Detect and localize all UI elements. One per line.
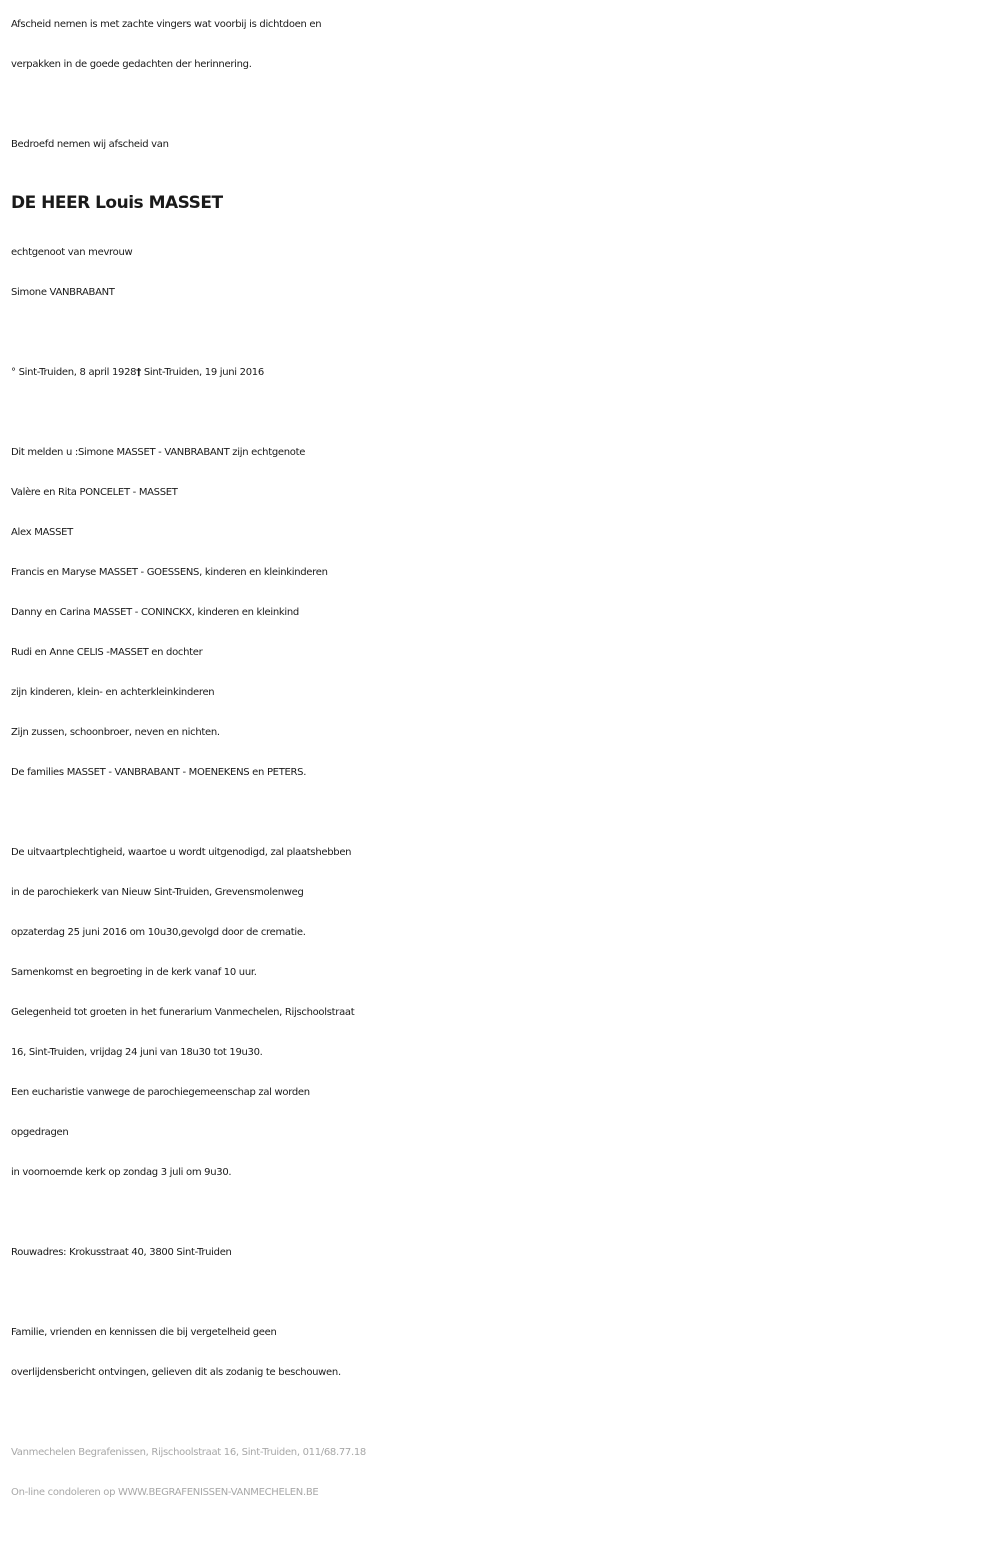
ceremony-line: in de parochiekerk van Nieuw Sint-Truiden, Grevensmolenweg — [11, 887, 304, 898]
spouse-intro: echtgenoot van mevrouw — [11, 247, 133, 258]
obituary-notice — [11, 5, 991, 1513]
family-line: Zijn zussen, schoonbroer, neven en nichten. — [11, 727, 220, 738]
birth-death-dates — [11, 353, 991, 393]
cross-icon: † — [136, 367, 141, 378]
ceremony-line: Een eucharistie vanwege de parochiegemeenschap zal worden — [11, 1087, 310, 1098]
family-list — [11, 433, 991, 793]
family-line: De families MASSET - VANBRABANT - MOENEKENS en PETERS. — [11, 767, 307, 778]
death-date: Sint-Truiden, 19 juni 2016 — [140, 367, 264, 378]
spacer — [11, 1393, 991, 1433]
ceremony-details — [11, 833, 991, 1193]
family-line: zijn kinderen, klein- en achterkleinkinderen — [11, 687, 215, 698]
intro-line-2: verpakken in de goede gedachten der herinnering. — [11, 59, 252, 70]
family-line: Valère en Rita PONCELET - MASSET — [11, 487, 178, 498]
spouse-name: Simone VANBRABANT — [11, 287, 115, 298]
family-line: Rudi en Anne CELIS -MASSET en dochter — [11, 647, 203, 658]
spacer — [11, 393, 991, 433]
funeral-home-contact: Vanmechelen Begrafenissen, Rijschoolstraat 16, Sint-Truiden, 011/68.77.18 — [11, 1447, 366, 1458]
family-line: Danny en Carina MASSET - CONINCKX, kinderen en kleinkind — [11, 607, 299, 618]
ceremony-line: opgedragen — [11, 1127, 69, 1138]
online-condolence-link[interactable]: On-line condoleren op WWW.BEGRAFENISSEN-VANMECHELEN.BE — [11, 1487, 319, 1498]
ceremony-line: Gelegenheid tot groeten in het funerarium Vanmechelen, Rijschoolstraat — [11, 1007, 355, 1018]
spacer — [11, 793, 991, 833]
announcement: Bedroefd nemen wij afscheid van — [11, 139, 169, 150]
spacer — [11, 85, 991, 125]
deceased-name: DE HEER Louis MASSET — [11, 193, 223, 213]
intro-line-1: Afscheid nemen is met zachte vingers wat voorbij is dichtdoen en — [11, 19, 322, 30]
family-line: Francis en Maryse MASSET - GOESSENS, kinderen en kleinkinderen — [11, 567, 328, 578]
ceremony-line: De uitvaartplechtigheid, waartoe u wordt uitgenodigd, zal plaatshebben — [11, 847, 352, 858]
closing-line: overlijdensbericht ontvingen, gelieven dit als zodanig te beschouwen. — [11, 1367, 341, 1378]
funeral-home-footer — [11, 1433, 991, 1513]
ceremony-line: Samenkomst en begroeting in de kerk vanaf 10 uur. — [11, 967, 257, 978]
spacer — [11, 313, 991, 353]
ceremony-line: 16, Sint-Truiden, vrijdag 24 juni van 18u30 tot 19u30. — [11, 1047, 263, 1058]
intro-verse — [11, 5, 991, 85]
family-line: Alex MASSET — [11, 527, 73, 538]
birth-date: ° Sint-Truiden, 8 april 1928 — [11, 367, 137, 378]
mourning-address: Rouwadres: Krokusstraat 40, 3800 Sint-Truiden — [11, 1247, 232, 1258]
ceremony-line: opzaterdag 25 juni 2016 om 10u30,gevolgd door de crematie. — [11, 927, 306, 938]
family-line: Dit melden u :Simone MASSET - VANBRABANT zijn echtgenote — [11, 447, 306, 458]
closing-line: Familie, vrienden en kennissen die bij vergetelheid geen — [11, 1327, 277, 1338]
ceremony-line: in voornoemde kerk op zondag 3 juli om 9u30. — [11, 1167, 232, 1178]
closing-note — [11, 1313, 991, 1393]
spacer — [11, 1273, 991, 1313]
spacer — [11, 1193, 991, 1233]
